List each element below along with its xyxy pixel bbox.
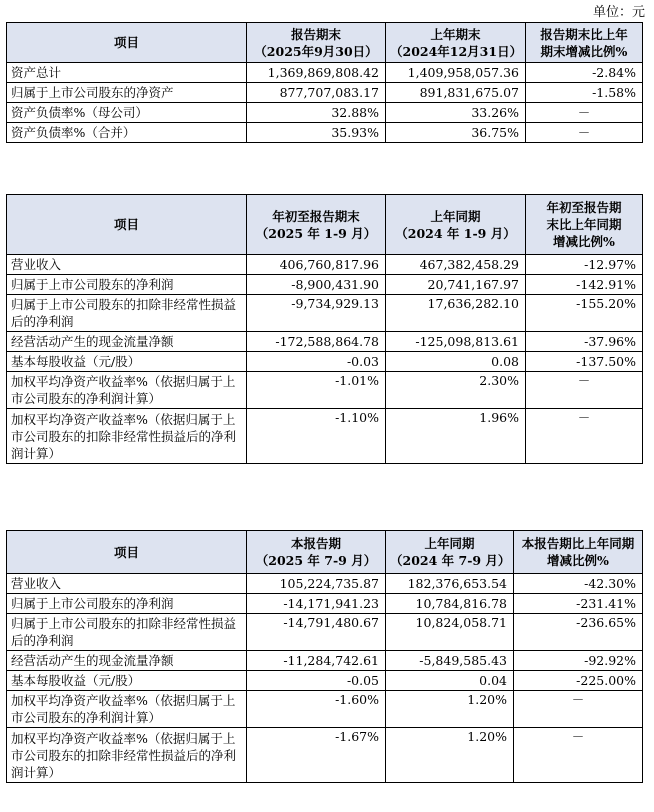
row-value-current: 35.93% bbox=[247, 123, 386, 143]
row-value-prior: 36.75% bbox=[386, 123, 526, 143]
row-value-current: -8,900,431.90 bbox=[247, 275, 386, 295]
table-row bbox=[7, 295, 643, 332]
table-row bbox=[7, 103, 643, 123]
header-item: 项目 bbox=[7, 23, 247, 63]
row-change-pct: -42.30% bbox=[514, 574, 643, 594]
header-period-end: 报告期末 （2025年9月30日） bbox=[247, 23, 386, 63]
row-value-prior: 20,741,167.97 bbox=[386, 275, 526, 295]
row-value-current: -0.03 bbox=[247, 352, 386, 372]
row-value-current: -1.10% bbox=[247, 409, 386, 464]
table-row bbox=[7, 594, 643, 614]
row-label: 经营活动产生的现金流量净额 bbox=[7, 651, 247, 671]
row-value-prior: 2.30% bbox=[386, 372, 526, 409]
row-label: 营业收入 bbox=[7, 255, 247, 275]
row-label: 归属于上市公司股东的净利润 bbox=[7, 594, 247, 614]
table-row bbox=[7, 63, 643, 83]
row-label: 加权平均净资产收益率%（依据归属于上市公司股东的净利润计算） bbox=[7, 691, 247, 728]
row-label: 营业收入 bbox=[7, 574, 247, 594]
row-value-current: 1,369,869,808.42 bbox=[247, 63, 386, 83]
header-item: 项目 bbox=[7, 531, 247, 574]
row-value-prior: 33.26% bbox=[386, 103, 526, 123]
row-value-prior: 17,636,282.10 bbox=[386, 295, 526, 332]
row-change-pct: － bbox=[526, 372, 643, 409]
header-ytd: 年初至报告期末 （2025 年 1-9 月） bbox=[247, 195, 386, 255]
row-value-prior: 1.20% bbox=[386, 728, 514, 783]
row-change-pct: -2.84% bbox=[526, 63, 643, 83]
header-change-pct: 报告期末比上年 期末增减比例% bbox=[526, 23, 643, 63]
row-value-prior: 10,784,816.78 bbox=[386, 594, 514, 614]
row-change-pct: -1.58% bbox=[526, 83, 643, 103]
row-label: 归属于上市公司股东的净资产 bbox=[7, 83, 247, 103]
table-row bbox=[7, 614, 643, 651]
row-value-current: -9,734,929.13 bbox=[247, 295, 386, 332]
row-value-prior: -5,849,585.43 bbox=[386, 651, 514, 671]
table-row bbox=[7, 123, 643, 143]
row-label: 归属于上市公司股东的净利润 bbox=[7, 275, 247, 295]
row-change-pct: -37.96% bbox=[526, 332, 643, 352]
table-row bbox=[7, 83, 643, 103]
row-value-prior: 1,409,958,057.36 bbox=[386, 63, 526, 83]
row-value-current: -1.60% bbox=[247, 691, 386, 728]
row-value-current: 406,760,817.96 bbox=[247, 255, 386, 275]
row-value-current: -1.01% bbox=[247, 372, 386, 409]
row-change-pct: － bbox=[526, 103, 643, 123]
row-change-pct: － bbox=[514, 691, 643, 728]
unit-label: 单位：元 bbox=[592, 5, 645, 20]
row-value-prior: 467,382,458.29 bbox=[386, 255, 526, 275]
header-item: 项目 bbox=[7, 195, 247, 255]
row-label: 基本每股收益（元/股） bbox=[7, 352, 247, 372]
header-change-pct: 年初至报告期 末比上年同期 增减比例% bbox=[526, 195, 643, 255]
row-label: 加权平均净资产收益率%（依据归属于上市公司股东的扣除非经常性损益后的净利润计算） bbox=[7, 409, 247, 464]
table-header-row bbox=[7, 23, 643, 63]
row-value-prior: 10,824,058.71 bbox=[386, 614, 514, 651]
row-value-prior: 1.20% bbox=[386, 691, 514, 728]
row-change-pct: -137.50% bbox=[526, 352, 643, 372]
table-row bbox=[7, 574, 643, 594]
table-row bbox=[7, 671, 643, 691]
row-label: 资产负债率%（母公司） bbox=[7, 103, 247, 123]
row-label: 资产总计 bbox=[7, 63, 247, 83]
row-label: 归属于上市公司股东的扣除非经常性损益后的净利润 bbox=[7, 614, 247, 651]
ytd-results-table bbox=[6, 194, 643, 464]
table-header-row bbox=[7, 195, 643, 255]
table-row bbox=[7, 372, 643, 409]
header-prior-quarter: 上年同期 （2024 年 7-9 月） bbox=[386, 531, 514, 574]
row-change-pct: -236.65% bbox=[514, 614, 643, 651]
row-label: 经营活动产生的现金流量净额 bbox=[7, 332, 247, 352]
row-change-pct: － bbox=[526, 409, 643, 464]
row-label: 加权平均净资产收益率%（依据归属于上市公司股东的扣除非经常性损益后的净利润计算） bbox=[7, 728, 247, 783]
row-value-current: 877,707,083.17 bbox=[247, 83, 386, 103]
row-change-pct: -142.91% bbox=[526, 275, 643, 295]
row-value-prior: -125,098,813.61 bbox=[386, 332, 526, 352]
row-change-pct: － bbox=[526, 123, 643, 143]
row-change-pct: -225.00% bbox=[514, 671, 643, 691]
row-label: 加权平均净资产收益率%（依据归属于上市公司股东的净利润计算） bbox=[7, 372, 247, 409]
row-value-current: 32.88% bbox=[247, 103, 386, 123]
table-row bbox=[7, 275, 643, 295]
row-value-current: -14,791,480.67 bbox=[247, 614, 386, 651]
row-value-prior: 182,376,653.54 bbox=[386, 574, 514, 594]
row-value-current: -172,588,864.78 bbox=[247, 332, 386, 352]
table-row bbox=[7, 255, 643, 275]
header-current-quarter: 本报告期 （2025 年 7-9 月） bbox=[247, 531, 386, 574]
table-row bbox=[7, 409, 643, 464]
row-value-prior: 0.04 bbox=[386, 671, 514, 691]
row-label: 资产负债率%（合并） bbox=[7, 123, 247, 143]
header-change-pct: 本报告期比上年同期 增减比例% bbox=[514, 531, 643, 574]
row-change-pct: -231.41% bbox=[514, 594, 643, 614]
header-prior-year-end: 上年期末 （2024年12月31日） bbox=[386, 23, 526, 63]
row-value-prior: 891,831,675.07 bbox=[386, 83, 526, 103]
balance-summary-table bbox=[6, 22, 643, 143]
table-row bbox=[7, 691, 643, 728]
row-value-prior: 1.96% bbox=[386, 409, 526, 464]
row-change-pct: -12.97% bbox=[526, 255, 643, 275]
quarter-results-table bbox=[6, 530, 643, 783]
row-change-pct: -155.20% bbox=[526, 295, 643, 332]
header-prior-ytd: 上年同期 （2024 年 1-9 月） bbox=[386, 195, 526, 255]
row-label: 基本每股收益（元/股） bbox=[7, 671, 247, 691]
row-value-current: -14,171,941.23 bbox=[247, 594, 386, 614]
row-value-current: -0.05 bbox=[247, 671, 386, 691]
table-row bbox=[7, 651, 643, 671]
table-row bbox=[7, 352, 643, 372]
row-change-pct: － bbox=[514, 728, 643, 783]
row-value-current: -1.67% bbox=[247, 728, 386, 783]
row-value-prior: 0.08 bbox=[386, 352, 526, 372]
table-header-row bbox=[7, 531, 643, 574]
table-row bbox=[7, 332, 643, 352]
row-label: 归属于上市公司股东的扣除非经常性损益后的净利润 bbox=[7, 295, 247, 332]
row-change-pct: -92.92% bbox=[514, 651, 643, 671]
row-value-current: -11,284,742.61 bbox=[247, 651, 386, 671]
table-row bbox=[7, 728, 643, 783]
row-value-current: 105,224,735.87 bbox=[247, 574, 386, 594]
